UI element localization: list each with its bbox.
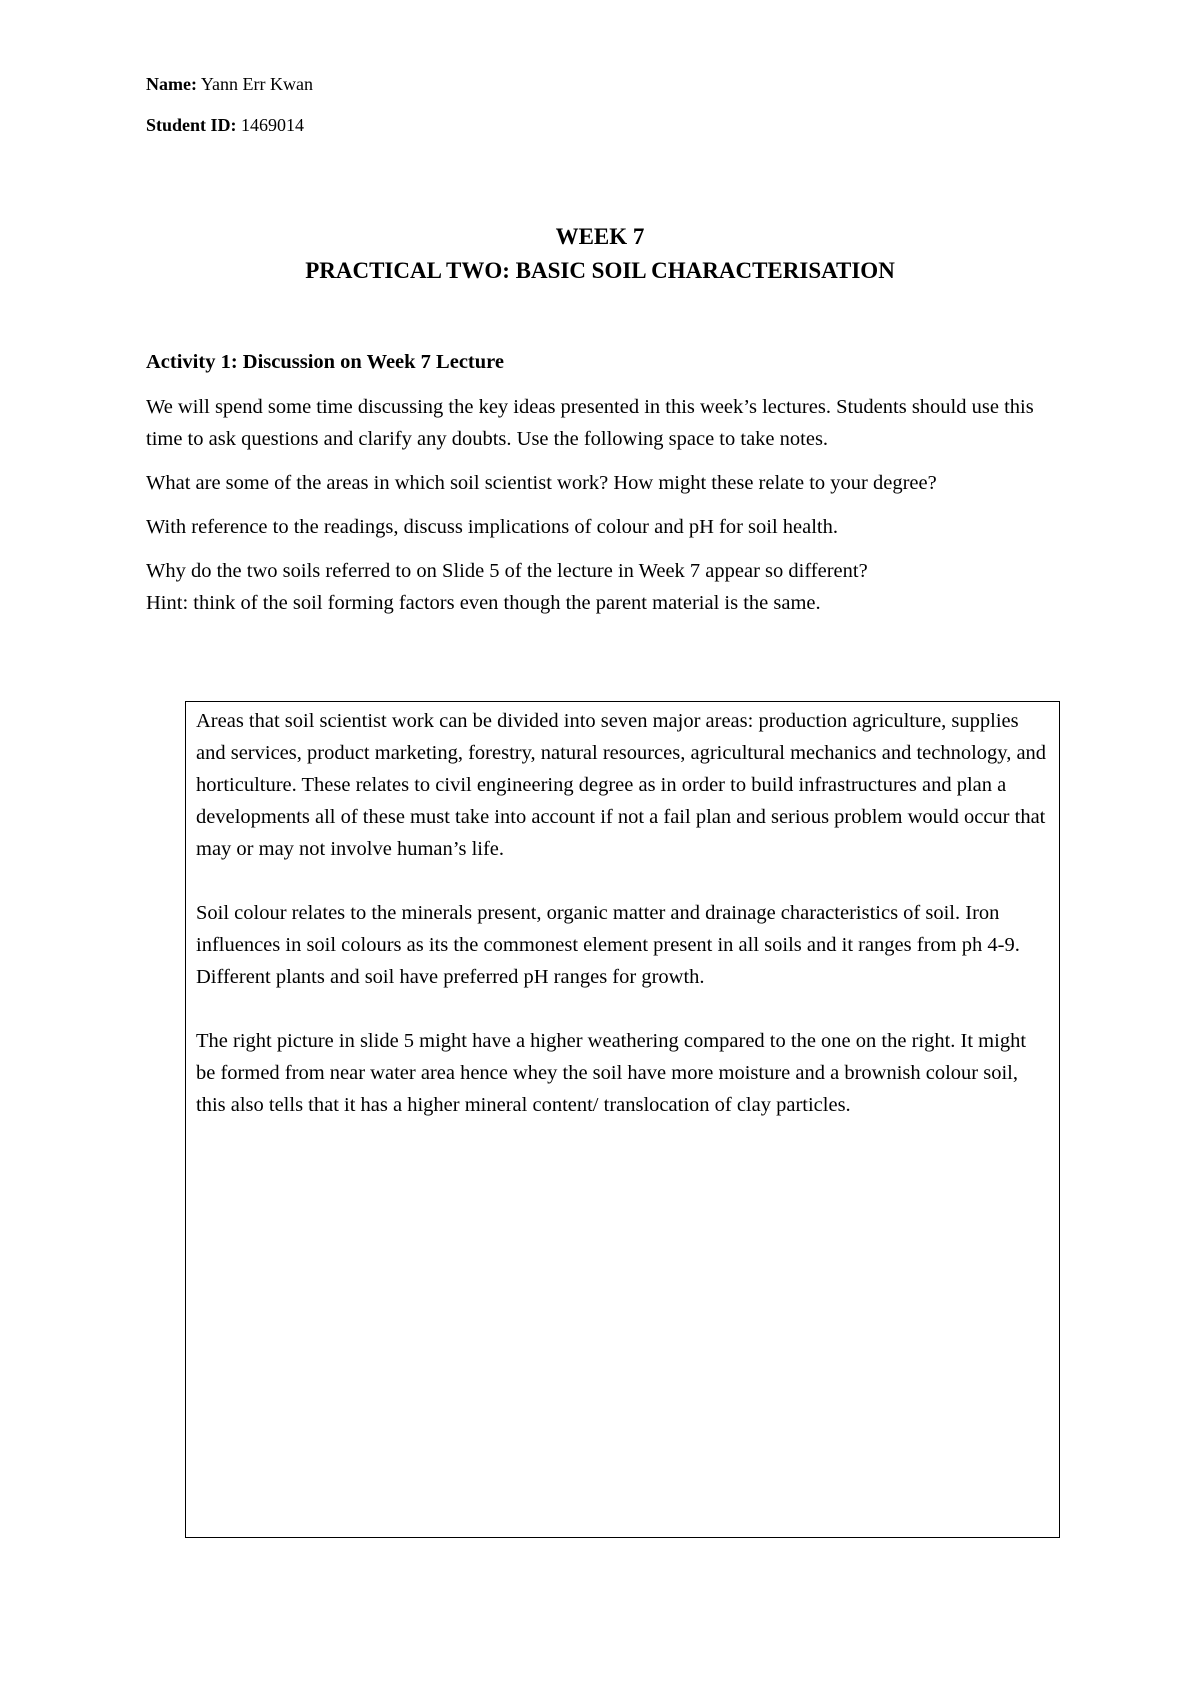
answer-paragraph-2: Soil colour relates to the minerals present, organic matter and drainage characteristics of soil. Iron influences in soil colours as its the commonest element present in all soils and it ranges from ph 4-9. Different plants and soil have preferred pH ranges for growth. [196,902,1020,988]
question-1: What are some of the areas in which soil scientist work? How might these relate to your degree? [146,472,937,494]
week-title: WEEK 7 [555,224,645,249]
document-title [0,220,1200,288]
answer-paragraph-1: Areas that soil scientist work can be divided into seven major areas: production agriculture, supplies and services, product marketing, forestry, natural resources, agricultural mechanics and technology, and horticulture. These relates to civil engineering degree as in order to build infrastructures and plan a developments all of these must take into account if not a fail plan and serious problem would occur that may or may not involve human’s life. [196,710,1047,860]
activity-intro: We will spend some time discussing the key ideas presented in this week’s lectures. Students should use this time to ask questions and clarify any doubts. Use the following space to take notes. [146,396,1034,450]
practical-title: PRACTICAL TWO: BASIC SOIL CHARACTERISATION [305,258,895,283]
answer-paragraph-3: The right picture in slide 5 might have a higher weathering compared to the one on the right. It might be formed from near water area hence whey the soil have more moisture and a brownish colour soil, this also tells that it has a higher mineral content/ translocation of clay particles. [196,1030,1027,1116]
question-2: With reference to the readings, discuss implications of colour and pH for soil health. [146,516,838,538]
student-id: 1469014 [241,115,305,135]
activity-section [146,347,1066,619]
answer-box[interactable] [185,701,1060,1538]
name-label: Name: [146,74,197,94]
question-3-hint: Hint: think of the soil forming factors even though the parent material is the same. [146,592,821,614]
question-3 [146,555,1066,619]
student-id-line [146,114,304,136]
activity-heading: Activity 1: Discussion on Week 7 Lecture [146,351,504,373]
student-id-label: Student ID: [146,115,237,135]
student-name: Yann Err Kwan [200,74,313,94]
question-3-line-1: Why do the two soils referred to on Slide 5 of the lecture in Week 7 appear so different? [146,560,868,582]
student-name-line [146,73,313,95]
